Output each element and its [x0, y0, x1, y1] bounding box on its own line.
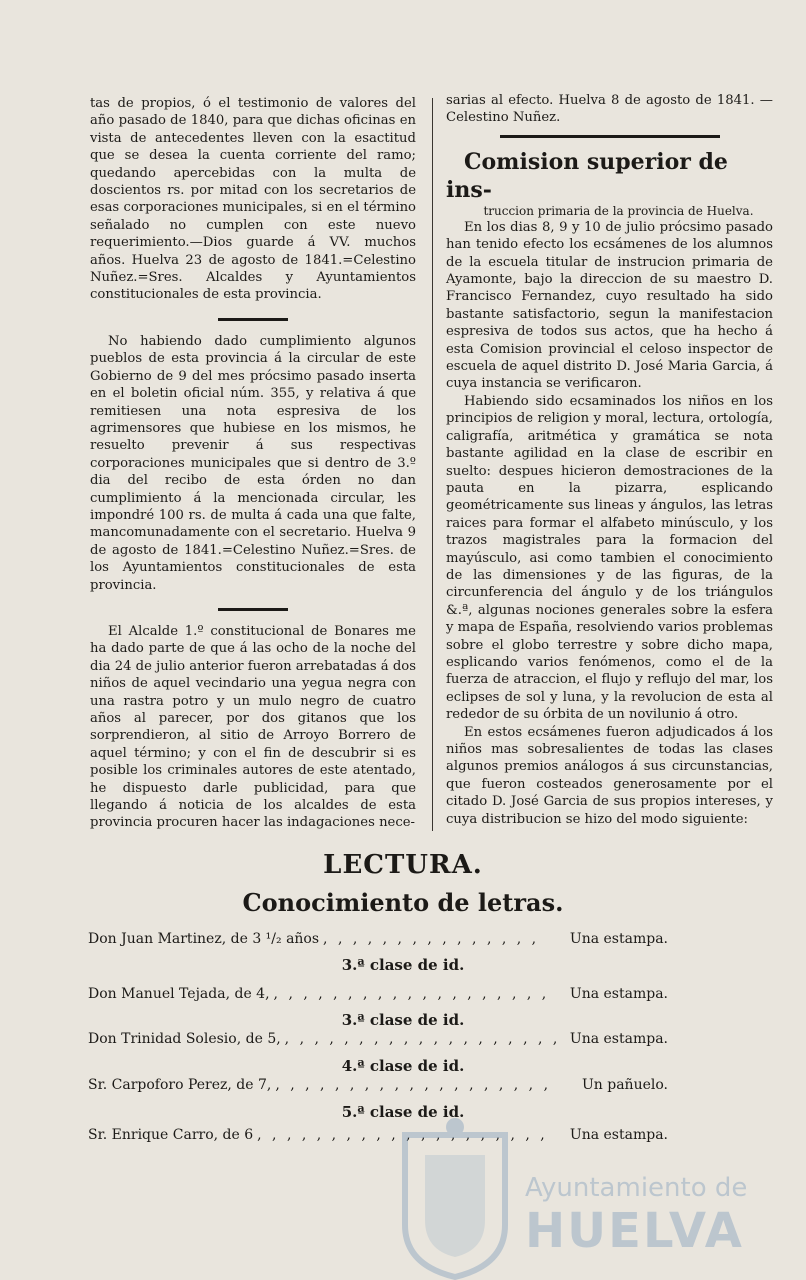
prize-row — [88, 1030, 668, 1048]
paragraph: sarias al efecto. Huelva 8 de agosto de 1841. —Celestino Nuñez. — [446, 93, 773, 126]
class-line: 3.ª clase de id. — [341, 956, 465, 974]
leader-dots: , , , , , , , , , , , , , , , , , , , — [273, 986, 550, 1002]
lectura-title: LECTURA. — [323, 850, 483, 880]
prize-award: Un pañuelo. — [581, 1077, 668, 1093]
right-column — [446, 92, 773, 828]
student-name: Sr. Enrique Carro, de 6 — [88, 1127, 254, 1143]
student-name: Sr. Carpoforo Perez, de 7, — [88, 1077, 272, 1093]
prize-award: Una estampa. — [569, 1031, 668, 1047]
column-divider — [432, 98, 433, 831]
watermark-text: Ayuntamiento de — [525, 1173, 748, 1203]
prize-row — [88, 1126, 668, 1144]
paragraph: No habiendo dado cumplimiento algunos pueblos de esta provincia á la circular de este Gobierno de 9 del mes prócsimo pasado inserta en el boletin oficial núm. 355, y relativa á que remitiesen una nota espresiva de los agrimensores que hubiese en los mismos, he resuelto prevenir á sus respectivas corporaciones municipales que si dentro de 3.º dia del recibo de esta órden no dan cumplimiento á la mencionada circular, les impondré 100 rs. de multa á cada una que falte, mancomunadamente con el secretario. Huelva 9 de agosto de 1841.=Celestino Nuñez.=Sres. de los Ayuntamientos constitucionales de esta provincia. — [90, 333, 416, 593]
left-column — [90, 95, 416, 832]
student-name: Don Trinidad Solesio, de 5, — [88, 1031, 281, 1047]
leader-dots: , , , , , , , , , , , , , , , , , , , , — [257, 1127, 548, 1143]
paragraph: Habiendo sido ecsaminados los niños en los principios de religion y moral, lectura, ortología, caligrafía, aritmética y gramática se nota bastante agilidad en la clase de escribir en suelto: despues hicieron demostraciones de la pauta en la pizarra, esplicando geométricamente sus lineas y ángulos, las letras raices para formar el alfabeto minúsculo, y los trazos magistrales para la formacion del mayúsculo, asi como tambien el conocimiento de las dimensiones y de las figuras, de la circunferencia del ángulo y de los triángulos &.ª, algunas nociones generales sobre la esfera y mapa de España, resolviendo varios problemas sobre el globo terrestre y sobre dicho mapa, esplicando varios fenómenos, como el de la fuerza de atraccion, el flujo y reflujo del mar, los eclipses de sol y luna, y la revolucion de esta al rededor de su órbita de un novilunio á otro. — [446, 393, 773, 723]
lectura-subtitle: Conocimiento de letras. — [242, 888, 564, 917]
prize-award: Una estampa. — [569, 986, 668, 1002]
prize-row — [88, 930, 668, 948]
class-line: 5.ª clase de id. — [341, 1103, 465, 1121]
section-heading: Comision superior de ins- — [446, 148, 728, 203]
student-name: Don Juan Martinez, de 3 ¹/₂ años — [88, 931, 320, 947]
student-name: Don Manuel Tejada, de 4, — [88, 986, 270, 1002]
paragraph: El Alcalde 1.º constitucional de Bonares me ha dado parte de que á las ocho de la noche del dia 24 de julio anterior fueron arrebatadas á dos niños de aquel vecindario una yegua negra con una rastra potro y un mulo negro de cuatro años al parecer, por dos gitanos que los sorprendieron, al sitio de Arroyo Borrero de aquel término; y con el fin de descubrir si es posible los criminales autores de este atentado, he dispuesto darle publicidad, para que llegando á noticia de los alcaldes de esta provincia procuren hacer las indagaciones nece- — [90, 623, 417, 831]
leader-dots: , , , , , , , , , , , , , , , , , , , — [284, 1031, 561, 1047]
separator-rule — [218, 608, 288, 611]
leader-dots: , , , , , , , , , , , , , , , , , , , — [275, 1077, 552, 1093]
separator-rule — [218, 318, 288, 321]
separator-rule — [500, 135, 720, 138]
paragraph: En los dias 8, 9 y 10 de julio prócsimo pasado han tenido efecto los ecsámenes de los alumnos de la escuela titular de instrucion primaria de Ayamonte, bajo la direccion de su maestro D. Francisco Fernandez, cuyo resultado ha sido bastante satisfactorio, segun la manifestacion espresiva de todos sus actos, que ha hecho á esta Comision provincial el celoso inspector de escuela de aquel distrito D. José Maria Garcia, á cuya instancia se verificaron. — [446, 219, 773, 392]
prize-award: Una estampa. — [569, 1127, 668, 1143]
watermark-text: HUELVA — [525, 1203, 744, 1259]
leader-dots: , , , , , , , , , , , , , , , — [323, 931, 540, 947]
paragraph: En estos ecsámenes fueron adjudicados á los niños mas sobresalientes de todas las clases algunos premios análogos á sus circunstancias, que fueron costeados generosamente por el citado D. José Garcia de sus propios intereses, y cuya distribucion se hizo del modo siguiente: — [446, 724, 773, 827]
prize-row — [88, 985, 668, 1003]
paragraph: tas de propios, ó el testimonio de valores del año pasado de 1840, para que dichas oficinas en vista de antecedentes lleven con la esactitud que se desea la cuenta corriente del ramo; quedando apercebidas con la multa de doscientos rs. por mitad con los secretarios de esas corporaciones municipales, si en el término señalado no cumplen con este nuevo requerimiento.—Dios guarde á VV. muchos años. Huelva 23 de agosto de 1841.=Celestino Nuñez.=Sres. Alcaldes y Ayuntamientos constitucionales de esta provincia. — [90, 96, 416, 303]
prize-row — [88, 1076, 668, 1094]
class-line: 3.ª clase de id. — [341, 1011, 465, 1029]
section-subheading: truccion primaria de la provincia de Huelva. — [483, 203, 754, 218]
class-line: 4.ª clase de id. — [341, 1057, 465, 1075]
prize-award: Una estampa. — [569, 931, 668, 947]
